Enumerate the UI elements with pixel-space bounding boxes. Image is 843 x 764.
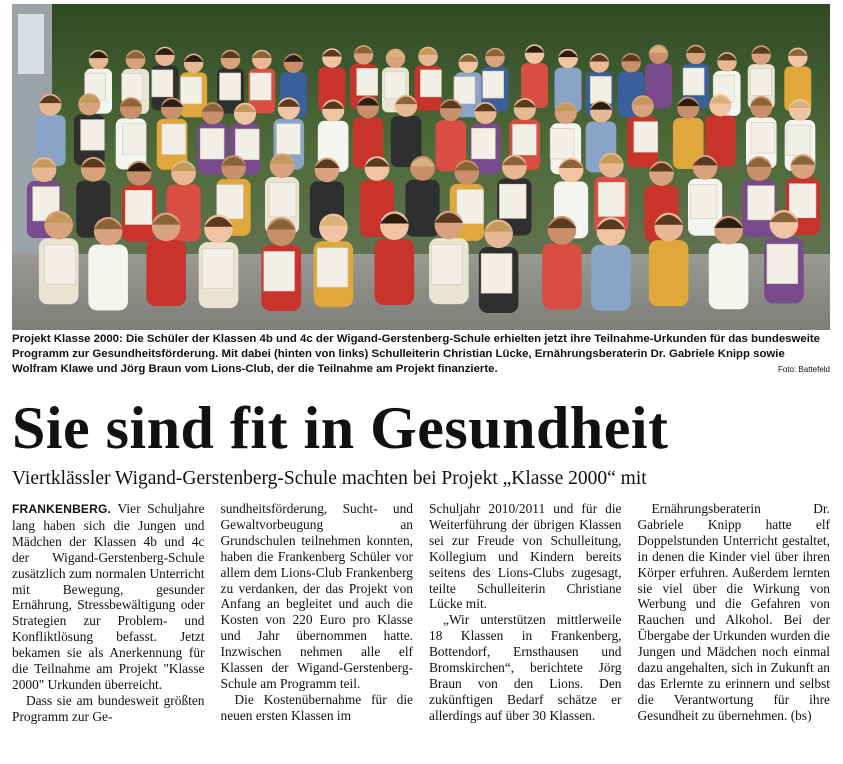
photo-caption: [12, 332, 830, 377]
article-paragraph: [12, 501, 205, 693]
article-paragraph: Dass sie am bundesweit größten Programm zur Ge-: [12, 692, 205, 724]
headline: Sie sind fit in Gesundheit: [12, 395, 669, 461]
caption-text: Projekt Klasse 2000: Die Schüler der Klassen 4b und 4c der Wigand-Gerstenberg-Schule erhielten jetzt ihre Teilnahme-Urkunden für das bundesweite Programm zur Gesundheitsförderung. Mit dabei (hinten von links) Schulleiterin Christian Lücke, Ernährungsberaterin Dr. Gabriele Knipp sowie Wolfram Klawe und Jörg Braun vom Lions-Club, der die Teilnahme am Projekt finanzierte.: [12, 333, 821, 375]
group-photo: [12, 4, 830, 330]
article-paragraph: Schuljahr 2010/2011 und für die Weiterführung der übrigen Klassen sei zur Freude von Schulleitung, Kollegium und Kindern bereits seitens des Lions-Clubs zugesagt, teilte Schulleiterin Christiane Lücke mit.: [429, 501, 622, 612]
subheadline: Viertklässler Wigand-Gerstenberg-Schule machten bei Projekt „Klasse 2000“ mit: [12, 468, 647, 489]
article-column-3: [429, 501, 622, 759]
paragraph-text: Vier Schuljahre lang haben sich die Jungen und Mädchen der Klassen 4b und 4c der Wigand-Gerstenberg-Schule zusätzlich zum normalen Unterricht mit Bewegung, gesunder Ernährung, Stressbewältigung oder Strategien zur Problem- und Konfliktlösung befasst. Jetzt bekamen sie als Anerkennung für die Teilnahme am Projekt "Klasse 2000" Urkunden überreicht.: [12, 501, 205, 692]
dateline: FRANKENBERG.: [12, 502, 112, 516]
article-column-2: [221, 501, 414, 759]
article-column-4: [638, 501, 831, 759]
article-paragraph: sundheitsförderung, Sucht- und Gewaltvorbeugung an Grundschulen teilnehmen konnten, haben die Frankenberg Schüler vor allem dem Lions-Club Frankenberg zu verdanken, der das Projekt von Anfang an begleitet und auch die Kosten von 220 Euro pro Klasse und Jahr übernommen hatte. Inzwischen nehmen alle elf Klassen der Wigand-Gerstenberg-Schule am Programm teil.: [220, 501, 413, 691]
photo-credit: Foto: Battefeld: [777, 365, 830, 374]
article-paragraph: Ernährungsberaterin Dr. Gabriele Knipp hatte elf Doppelstunden Unterricht gestaltet, in denen die Kinder viel über ihren Körper erfuhren. Außerdem lernten sie viel über die Wirkung von Werbung und die Gefahren von Rauchen und Alkohol. Bei der Übergabe der Urkunden wurden die Jungen und Mädchen noch einmal dazu angehalten, sich in Zukunft an das Erlernte zu erinnern und selbst die Verantwortung für ihre Gesundheit zu übernehmen. (bs): [637, 501, 830, 723]
article-column-1: [12, 501, 205, 759]
article-body: [12, 501, 830, 759]
article-paragraph: „Wir unterstützen mittlerweile 18 Klassen in Frankenberg, Bottendorf, Ernsthausen und Bromskirchen“, berichtete Jörg Braun von den Lions. Den zukünftigen Bedarf schätze er allerdings auf über 30 Klassen.: [429, 612, 622, 723]
article-paragraph: Die Kostenübernahme für die neuen ersten Klassen im: [220, 691, 413, 723]
group-photo-icon: [12, 4, 830, 330]
